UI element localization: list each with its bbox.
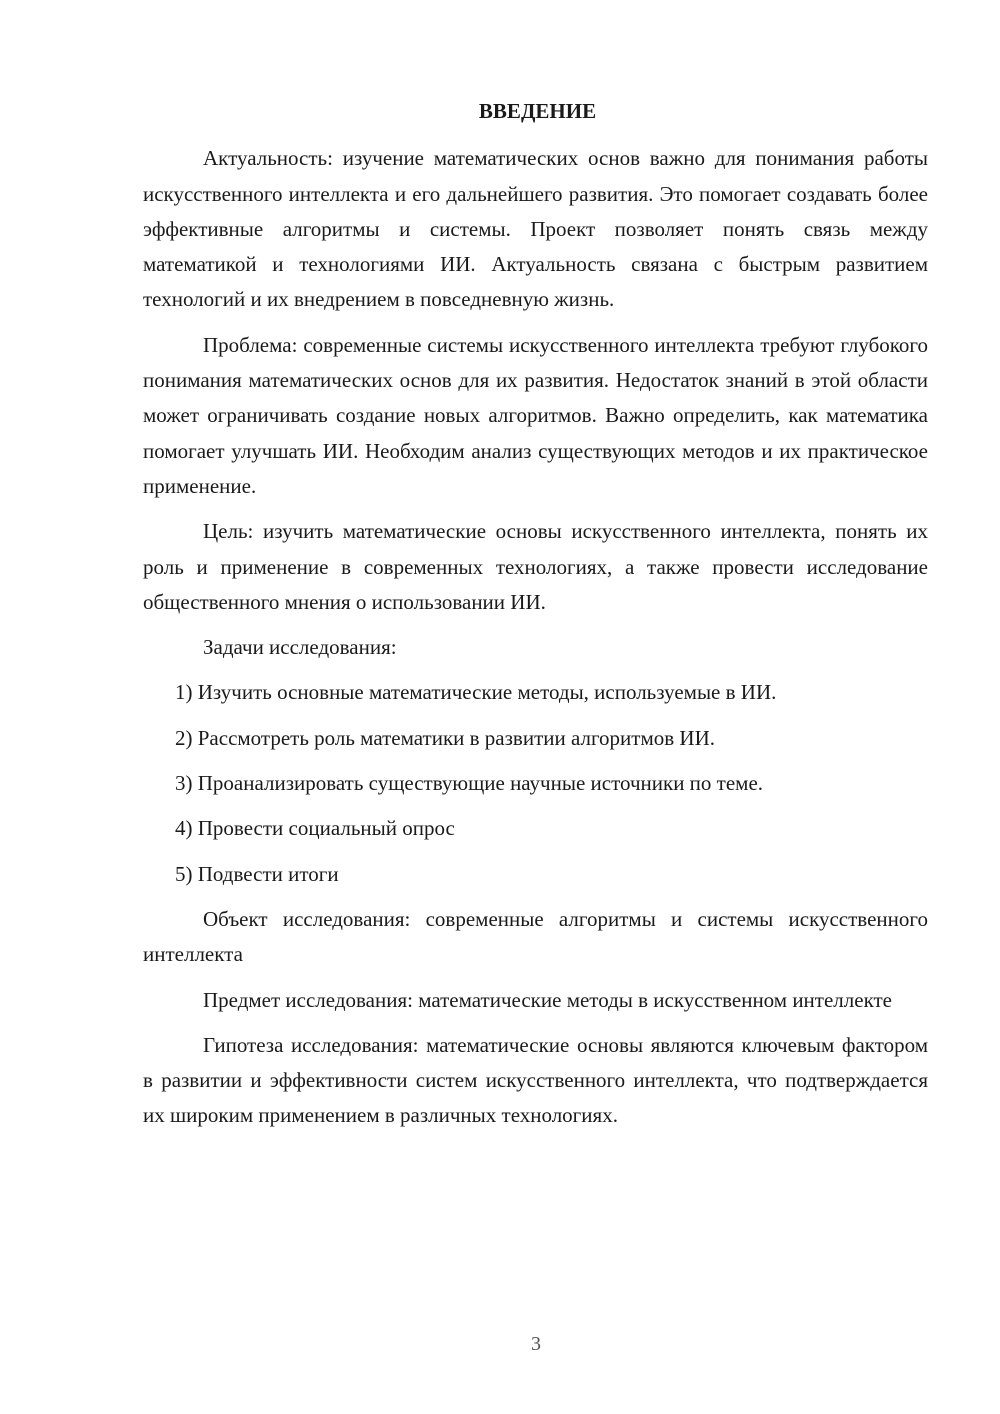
list-item: 2) Рассмотреть роль математики в развитии алгоритмов ИИ. xyxy=(175,725,716,750)
paragraph-tasks-heading: Задачи исследования: xyxy=(203,635,397,660)
paragraph-problem: Проблема: современные системы искусственного интеллекта требуют глубокого понимания математических основ для их развития. Недостаток знаний в этой области может ограничивать создание новых алгоритмов. Важно определить, как математика помогает улучшать ИИ. Необходим анализ существующих методов и их практическое применение. xyxy=(143,332,928,498)
page-content xyxy=(143,94,928,1144)
list-item: 4) Провести социальный опрос xyxy=(175,816,455,841)
list-item: 1) Изучить основные математические методы, используемые в ИИ. xyxy=(175,680,777,705)
paragraph-hypothesis: Гипотеза исследования: математические основы являются ключевым фактором в развитии и эффективности систем искусственного интеллекта, что подтверждается их широким применением в различных технологиях. xyxy=(143,1032,928,1128)
page-number: 3 xyxy=(531,1333,541,1355)
paragraph-object: Объект исследования: современные алгоритмы и системы искусственного интеллекта xyxy=(143,906,928,967)
paragraph-goal: Цель: изучить математические основы искусственного интеллекта, понять их роль и применение в современных технологиях, а также провести исследование общественного мнения о использовании ИИ. xyxy=(143,519,928,614)
paragraph-relevance: Актуальность: изучение математических основ важно для понимания работы искусственного интеллекта и его дальнейшего развития. Это помогает создавать более эффективные алгоритмы и системы. Проект позволяет понять связь между математикой и технологиями ИИ. Актуальность связана с быстрым развитием технологий и их внедрением в повседневную жизнь. xyxy=(143,146,928,312)
paragraph-subject: Предмет исследования: математические методы в искусственном интеллекте xyxy=(203,987,893,1012)
section-title: ВВЕДЕНИЕ xyxy=(478,99,597,123)
list-item: 3) Проанализировать существующие научные источники по теме. xyxy=(175,771,764,796)
task-list xyxy=(143,675,928,891)
list-item: 5) Подвести итоги xyxy=(175,861,339,886)
